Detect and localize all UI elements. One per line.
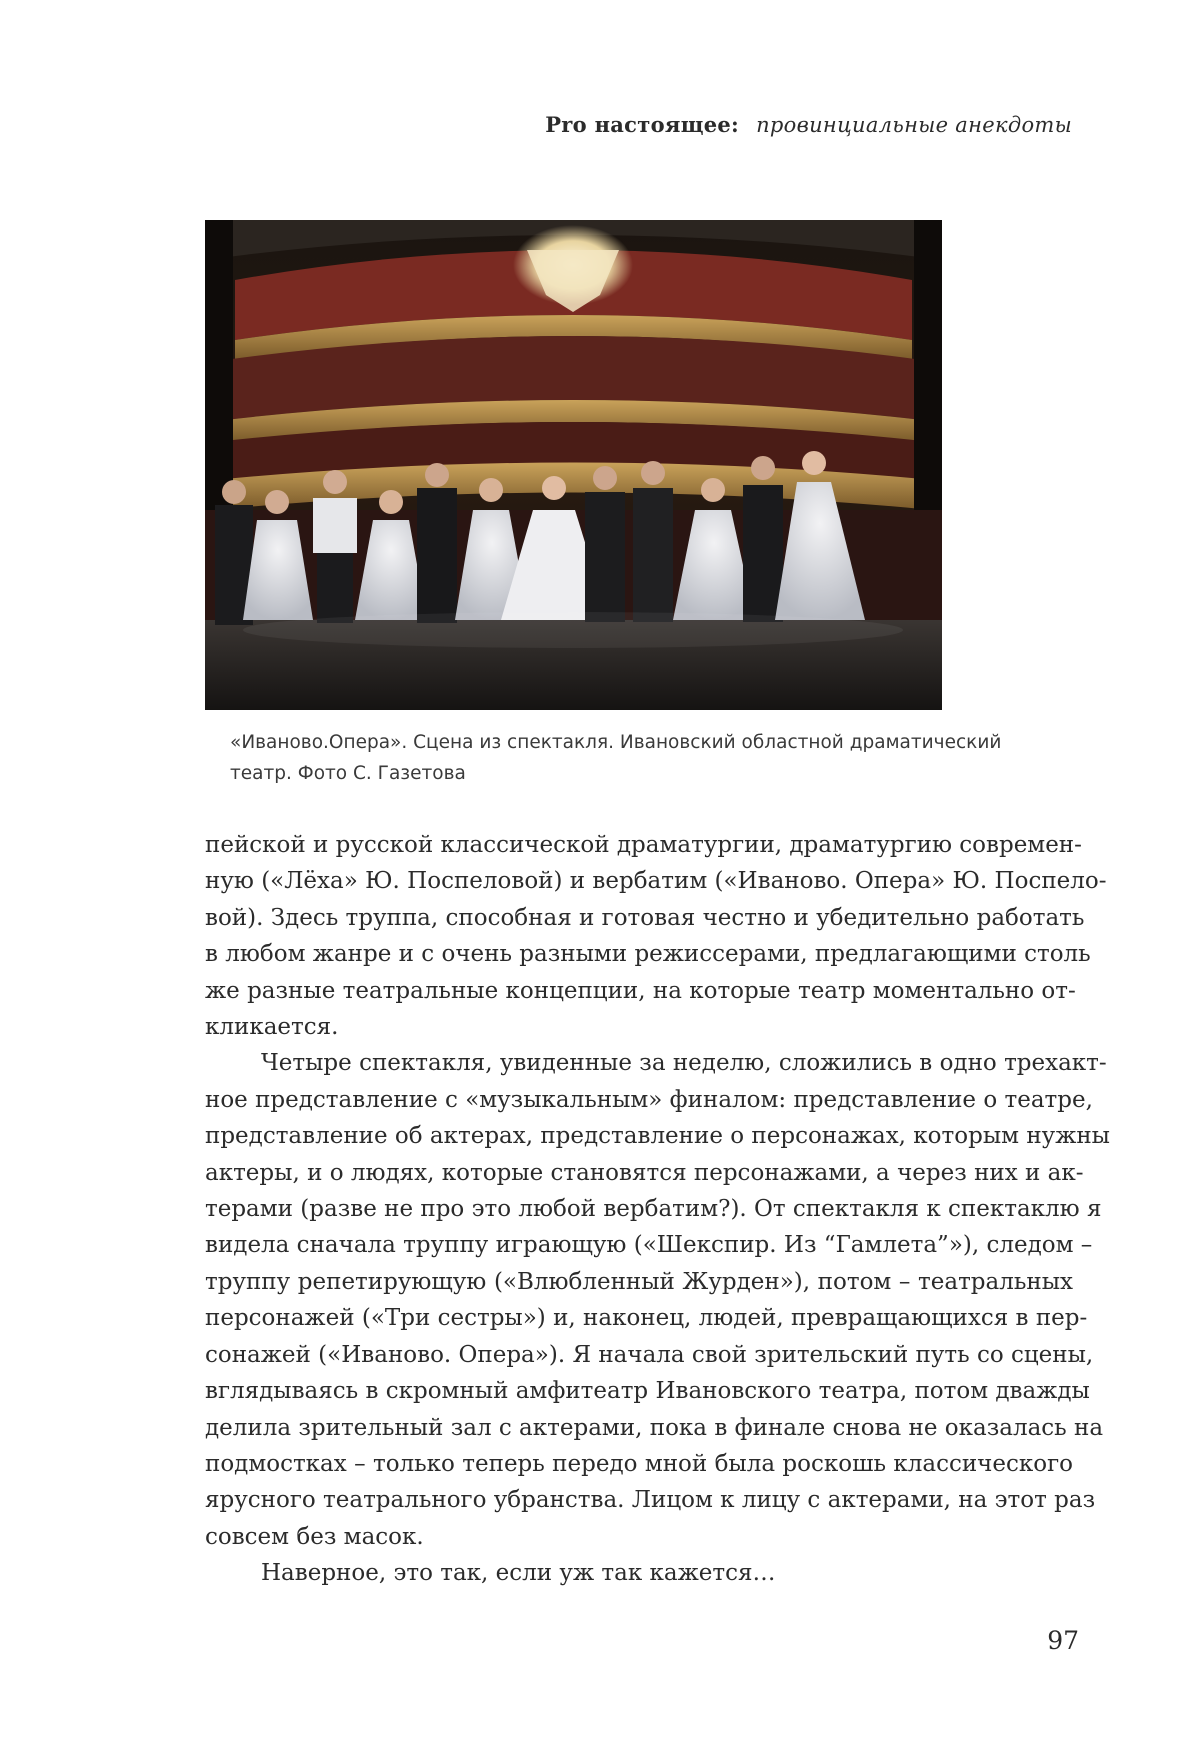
text-line: делила зрительный зал с актерами, пока в финале снова не оказалась на — [205, 1414, 1104, 1441]
text-line: пейской и русской классической драматургии, драматургию современ- — [205, 832, 1082, 858]
caption-line: театр. Фото С. Газетова — [230, 763, 466, 784]
text-line: Наверное, это так, если уж так кажется… — [261, 1560, 776, 1587]
running-head — [545, 112, 1072, 137]
text-line: видела сначала труппу играющую («Шекспир. Из “Гамлета”»), следом – — [205, 1232, 1093, 1259]
text-line: совсем без масок. — [205, 1523, 424, 1550]
text-line: же разные театральные концепции, на которые театр моментально от- — [205, 977, 1076, 1004]
page-number: 97 — [1047, 1626, 1079, 1655]
figure-caption — [230, 727, 1050, 789]
text-line: кликается. — [205, 1014, 339, 1041]
running-head-section: Pro настоящее: — [545, 112, 740, 137]
paragraph — [205, 827, 1107, 1045]
text-line: актеры, и о людях, которые становятся персонажами, а через них и ак- — [205, 1159, 1084, 1186]
text-line: вой). Здесь труппа, способная и готовая честно и убедительно работать — [205, 904, 1085, 931]
caption-line: «Иваново.Опера». Сцена из спектакля. Ивановский областной драматический — [230, 732, 1002, 753]
body-text — [205, 827, 1110, 1592]
text-line: труппу репетирующую («Влюбленный Журден»), потом – театральных — [205, 1268, 1073, 1295]
text-line: Четыре спектакля, увиденные за неделю, сложились в одно трехакт- — [261, 1050, 1107, 1077]
text-line: ную («Лёха» Ю. Поспеловой) и вербатим («Иваново. Опера» Ю. Поспело- — [205, 868, 1107, 895]
text-line: вглядываясь в скромный амфитеатр Ивановского театра, потом дважды — [205, 1378, 1090, 1405]
text-line: ное представление с «музыкальным» финалом: представление о театре, — [205, 1086, 1093, 1113]
text-line: персонажей («Три сестры») и, наконец, людей, превращающихся в пер- — [205, 1305, 1088, 1332]
paragraph — [205, 1555, 1073, 1591]
text-line: терами (разве не про это любой вербатим?). От спектакля к спектаклю я — [205, 1196, 1102, 1223]
text-line: ярусного театрального убранства. Лицом к лицу с актерами, на этот раз — [205, 1487, 1096, 1514]
running-head-subtitle: провинциальные анекдоты — [756, 113, 1072, 137]
text-line: в любом жанре и с очень разными режиссерами, предлагающими столь — [205, 941, 1091, 968]
text-line: представление об актерах, представление о персонажах, которым нужны — [205, 1123, 1110, 1150]
theatre-photo — [205, 220, 942, 710]
text-line: сонажей («Иваново. Опера»). Я начала свой зрительский путь со сцены, — [205, 1341, 1094, 1368]
text-line: подмостках – только теперь передо мной была роскошь классического — [205, 1450, 1073, 1477]
paragraph — [205, 1045, 1110, 1555]
